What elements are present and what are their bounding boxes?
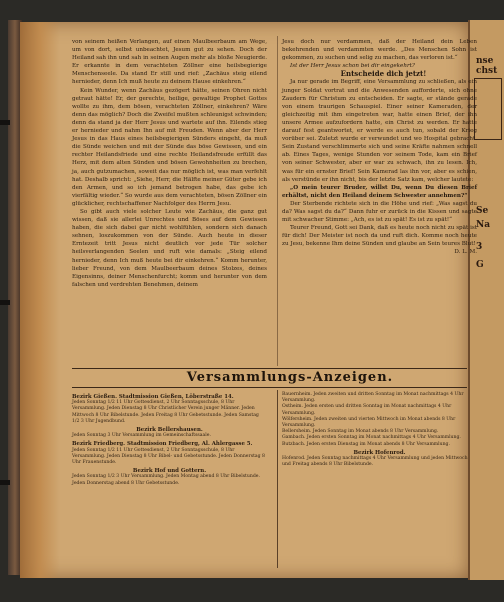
paragraph: Ist der Herr Jesus schon bei dir eingekehrt?	[290, 63, 415, 70]
announcement-text: Jeden Sonntag 3 Uhr Versammlung im Gemeinschaftssaale.	[72, 433, 211, 439]
section-title: Entscheide dich jetzt!	[340, 69, 427, 79]
paragraph: Jesu doch nur verdammen, daß der Heiland dein Leben bekehrenden und verdammten werde. „Des Menschen Sohn ist gekommen, zu suchen und selig zu machen, das verloren ist.“	[282, 39, 477, 62]
column-divider	[277, 390, 278, 568]
announcement-text: Gambach. Jeden ersten Sonntag im Monat nachmittags 4 Uhr Versammlung.	[282, 435, 461, 441]
binding-hole	[0, 120, 10, 125]
announcement-block	[72, 394, 267, 425]
left-text-column	[72, 38, 267, 289]
adjacent-page-border	[474, 78, 502, 140]
announcements-right	[282, 392, 477, 468]
binding-hole	[0, 300, 10, 305]
announcements-left	[72, 392, 267, 487]
adjacent-fragment: nse	[476, 56, 494, 66]
announcement-text: Jeden Sonntag 1/2 11 Uhr Gottesdienst, 2 Uhr Sonntagsschule, 8 Uhr Versammlung. Jeden Dienstag 8 Uhr Christlicher Verein junger Männer. Jeden Mittwoch 8 Uhr Bibelstunde. Jeden Freitag 8 Uhr Gebetsstunde. Jeden Samstag 1/2 3 Uhr Jugendbund.	[72, 400, 259, 424]
adjacent-fragment: Na	[476, 220, 491, 230]
announcement-text: Wölfersheim. Jeden zweiten und vierten Mittwoch im Monat abends 8 Uhr Versammlung.	[282, 416, 456, 429]
announcement-text: Hofenrod. Jeden Sonntag nachmittags 4 Uhr Versammlung und jeden Mittwoch und Freitag abends 8 Uhr Bibelstunde.	[282, 456, 468, 468]
district-heading: Bezirk Bellershausen.	[136, 427, 203, 434]
right-text-column	[282, 38, 477, 257]
district-heading: Bezirk Hofenrod.	[353, 449, 406, 456]
announcement-text: Butzbach. Jeden ersten Dienstag im Monat abends 8 Uhr Versammlung.	[282, 441, 450, 447]
paragraph: Der Sterbende richtete sich in die Höhe und rief: „Was sagst du da? Was sagst du da?“ Dann fuhr er zurück in die Kissen und sagte mit schwacher Stimme: „Ach, es ist zu spät! Es ist zu spät!“	[282, 200, 477, 224]
paragraph: Ja nur gerade im Begriff, eine Versammlung zu schließen, als ein junger Soldat vortrat und die Anwesenden aufforderte, sich ohne Zaudern für Christum zu entscheiden. Er sagte, er stände gerade von einem traurigen Schauspiel. Einer seiner Kameraden, der gleichzeitig mit ihm eingetreten war, hatte einen Brief, der ihn unsere Armee aufzufordern hatte, ein Christ zu werden. Er hatte darauf fest geantwortet, er werde es auch tun, sobald der Krieg vorüber sei. Zuletzt wurde er verwundet und wo Hospital gebracht. Sein Zustand verschlimmerte sich und seine Kräfte nahmen schnell ab. Eines Tages, wenige Stunden vor seinem Tode, kam ein Brief von seiner Schwester, aber er war zu schwach, ihn zu lesen. Ich, was für ein ernster Brief! Sein Kamerad las ihn vor, aber es schien, als verstünde er ihn nicht, bis der letzte Satz kam, welcher lautete:	[282, 79, 477, 183]
paragraph: So gibt auch viele solcher Leute wie Zachäus, die ganz gut wissen, daß sie allerlei Unrechtes und Böses auf dem Gewissen haben, die sich dabei gar nicht wohlfühlen, sondern sich danach sehnen, loszukommen von der Sünde. Auch heute in dieser Erntezeit tritt Jesus nicht deutlich vor jede Tür solcher heilsverlangenden Seelen und ruft wie damals: „Steig eilend hernieder, denn Ich muß heute bei dir einkehren.“ Komm herunter, lieber Freund, von dem Maulbeerbaum deines Stolzes, deines Eigensinns, deiner Menschenfurcht; komm und herunter von dem falschen und verdrehten Benehmen, deinem	[72, 208, 267, 288]
adjacent-fragment: Se	[476, 206, 489, 216]
announcement-text: Bellersheim. Jeden Sonntag im Monat abends 8 Uhr Versammlung.	[282, 429, 439, 435]
adjacent-fragment: chst	[476, 66, 498, 76]
horizontal-rule	[72, 368, 467, 369]
district-heading: Bezirk Hof und Gottern.	[132, 468, 207, 475]
announcement-text: Jeden Sonntag 1/2 3 Uhr Versammlung. Jeden Montag abend 8 Uhr Bibelstunde. Jeden Donnerstag abend 8 Uhr Gebetsstunde.	[72, 474, 260, 486]
binding-hole	[0, 480, 10, 485]
paragraph: Teurer Freund, Gott sei Dank, daß es heute noch nicht zu spät ist für dich! Der Meister ist noch da und ruft dich. Komme noch heute zu Jesu, bekenne Ihm deine Sünden und glaube an Sein teures Blut!	[282, 225, 477, 248]
announcement-block	[72, 441, 267, 466]
announcement-block	[72, 468, 267, 487]
adjacent-fragment: G	[476, 260, 484, 270]
announcements-title: Versammlungs-Anzeigen.	[186, 370, 394, 385]
paragraph: Kein Wunder, wenn Zachäus gezögert hätte, seinen Ohren nicht getraut hätte! Er, der gerechte, heilige, gewaltige Prophet Gottes wollte zu ihm, dem bösen, verachteten Zöllner, einkehren? Wäre denn das möglich? Doch die Zweifel mußten schleunigst schwinden; denn da stand ja der Herr Jesus und wartete auf ihn. Eilends stieg er hernieder und nahm Ihn auf mit Freuden. Wenn aber der Herr Jesus in das Haus eines heilsbegierigen Sünders eingeht, da muß die Sünde weichen und mit der Sünde das böse Gewissen, und ein rechter Heilandsfriede und eine rechte Heilandsfreude erfüllt das Herz, mit dem alten Sünden und bösen Gewohnheiten zu brechen, ja, auch gutzumachen, soweit das nur möglich ist, was man verfehlt hat. Deshalb spricht: „Siehe, Herr, die Hälfte meiner Güter gebe ich den Armen, und so ich jemand betrogen habe, das gebe ich vierfältig wieder.“ So wurde aus dem verachteten, bösen Zöllner ein glücklicher, rechtschaffener Nachfolger des Herrn Jesu.	[72, 87, 267, 207]
announcement-text: Bauernheim. Jeden zweiten und dritten Sonntag im Monat nachmittags 4 Uhr Versammlung.	[282, 392, 464, 404]
announcement-text: Jeden Sonntag 1/2 11 Uhr Gottesdienst, 2 Uhr Sonntagsschule, 8 Uhr Versammlung. Jeden Dienstag 8 Uhr Bibel- und Gebetsstunde. Jeden Donnerstag 8 Uhr Frauenstunde.	[72, 447, 265, 466]
paragraph: von seinem heißen Verlangen, auf einen Maulbeerbaum am Wege, um von dort, selbst unbeachtet, Jesum gut zu sehen. Doch der Heiland sah ihn und sah in seinen Augen mehr als bloße Neugierde. Er erkannte in dem verachteten Zöllner eine heilsbegierige Menschenseele. Da stand Er still und rief: „Zachäus steig eilend hernieder, denn Ich muß heute zu deinem Hause einkehren.“	[72, 39, 267, 86]
signature: D. L. M.	[454, 249, 477, 256]
page-gutter-shadow	[20, 22, 60, 578]
announcement-block	[72, 427, 267, 439]
announcement-text: Ostheim. Jeden ersten und dritten Sonntag im Monat nachmittags 4 Uhr Versammlung.	[282, 404, 452, 416]
district-heading: Bezirk Gießen. Stadtmission Gießen, Löberstraße 14.	[72, 394, 234, 400]
horizontal-rule	[72, 387, 467, 388]
district-heading: Bezirk Friedberg. Stadtmission Friedberg, Al. Ahlergasse 5.	[72, 441, 253, 448]
column-divider	[277, 36, 278, 366]
adjacent-fragment: 3	[476, 242, 483, 252]
paragraph: „O mein teurer Bruder, willst Du, wenn Du diesen Brief erhältst, nicht den Heiland deinem Schwester annehmen?“	[282, 184, 477, 199]
